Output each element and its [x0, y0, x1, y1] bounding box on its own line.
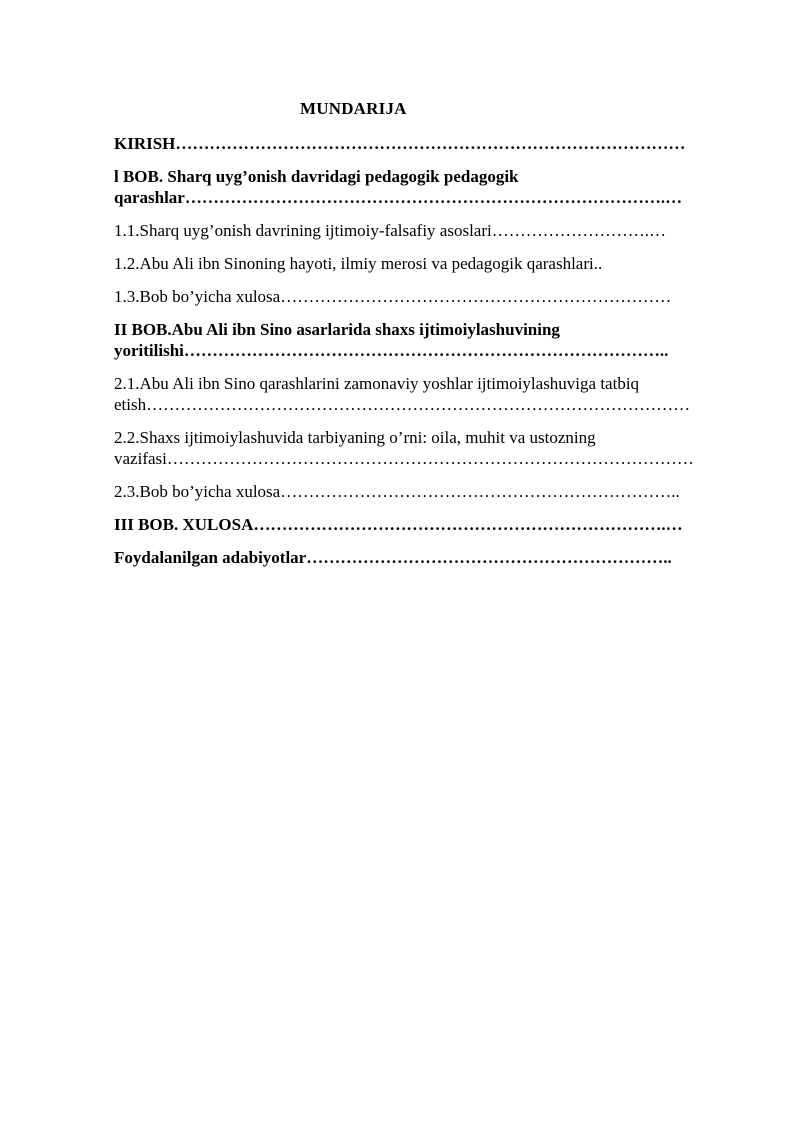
- toc-entry-line: qarashlar………………………………………………………………………….…: [114, 188, 683, 207]
- toc-entry-line: II BOB.Abu Ali ibn Sino asarlarida shaxs ijtimoiylashuvining: [114, 320, 560, 339]
- toc-entry-section-2-2: [114, 427, 764, 469]
- table-of-contents: [114, 133, 764, 580]
- toc-entry-line: 1.3.Bob bo’yicha xulosa……………………………………………………………: [114, 287, 672, 306]
- page-title: MUNDARIJA: [300, 99, 407, 118]
- toc-entry-section-2-1: [114, 373, 764, 415]
- toc-entry-line: vazifasi…………………………………………………………………………………: [114, 449, 694, 468]
- toc-entry-line: KIRISH………………………………………………………………………………: [114, 134, 686, 153]
- toc-entry-section-1-1: [114, 220, 764, 241]
- toc-entry-line: 2.3.Bob bo’yicha xulosa……………………………………………………………..: [114, 482, 680, 501]
- toc-entry-section-1-2: [114, 253, 764, 274]
- toc-entry-section-1-3: [114, 286, 764, 307]
- toc-entry-line: 1.2.Abu Ali ibn Sinoning hayoti, ilmiy merosi va pedagogik qarashlari..: [114, 254, 603, 273]
- toc-entry-line: yoritilishi…………………………………………………………………………..: [114, 341, 669, 360]
- toc-entry-line: l BOB. Sharq uyg’onish davridagi pedagogik pedagogik: [114, 167, 519, 186]
- toc-entry-chapter-3: [114, 514, 764, 535]
- toc-entry-line: etish……………………………………………………………………………………: [114, 395, 691, 414]
- toc-entry-line: III BOB. XULOSA……………………………………………………………….…: [114, 515, 683, 534]
- toc-entry-line: 2.2.Shaxs ijtimoiylashuvida tarbiyaning o’rni: oila, muhit va ustozning: [114, 428, 596, 447]
- toc-entry-kirish: [114, 133, 764, 154]
- toc-entry-section-2-3: [114, 481, 764, 502]
- toc-entry-line: 2.1.Abu Ali ibn Sino qarashlarini zamonaviy yoshlar ijtimoiylashuviga tatbiq: [114, 374, 640, 393]
- toc-entry-line: 1.1.Sharq uyg’onish davrining ijtimoiy-falsafiy asoslari……………………….…: [114, 221, 666, 240]
- toc-entry-bibliography: [114, 547, 764, 568]
- toc-entry-chapter-2: [114, 319, 764, 361]
- toc-entry-line: Foydalanilgan adabiyotlar………………………………………………………..: [114, 548, 672, 567]
- toc-entry-chapter-1: [114, 166, 764, 208]
